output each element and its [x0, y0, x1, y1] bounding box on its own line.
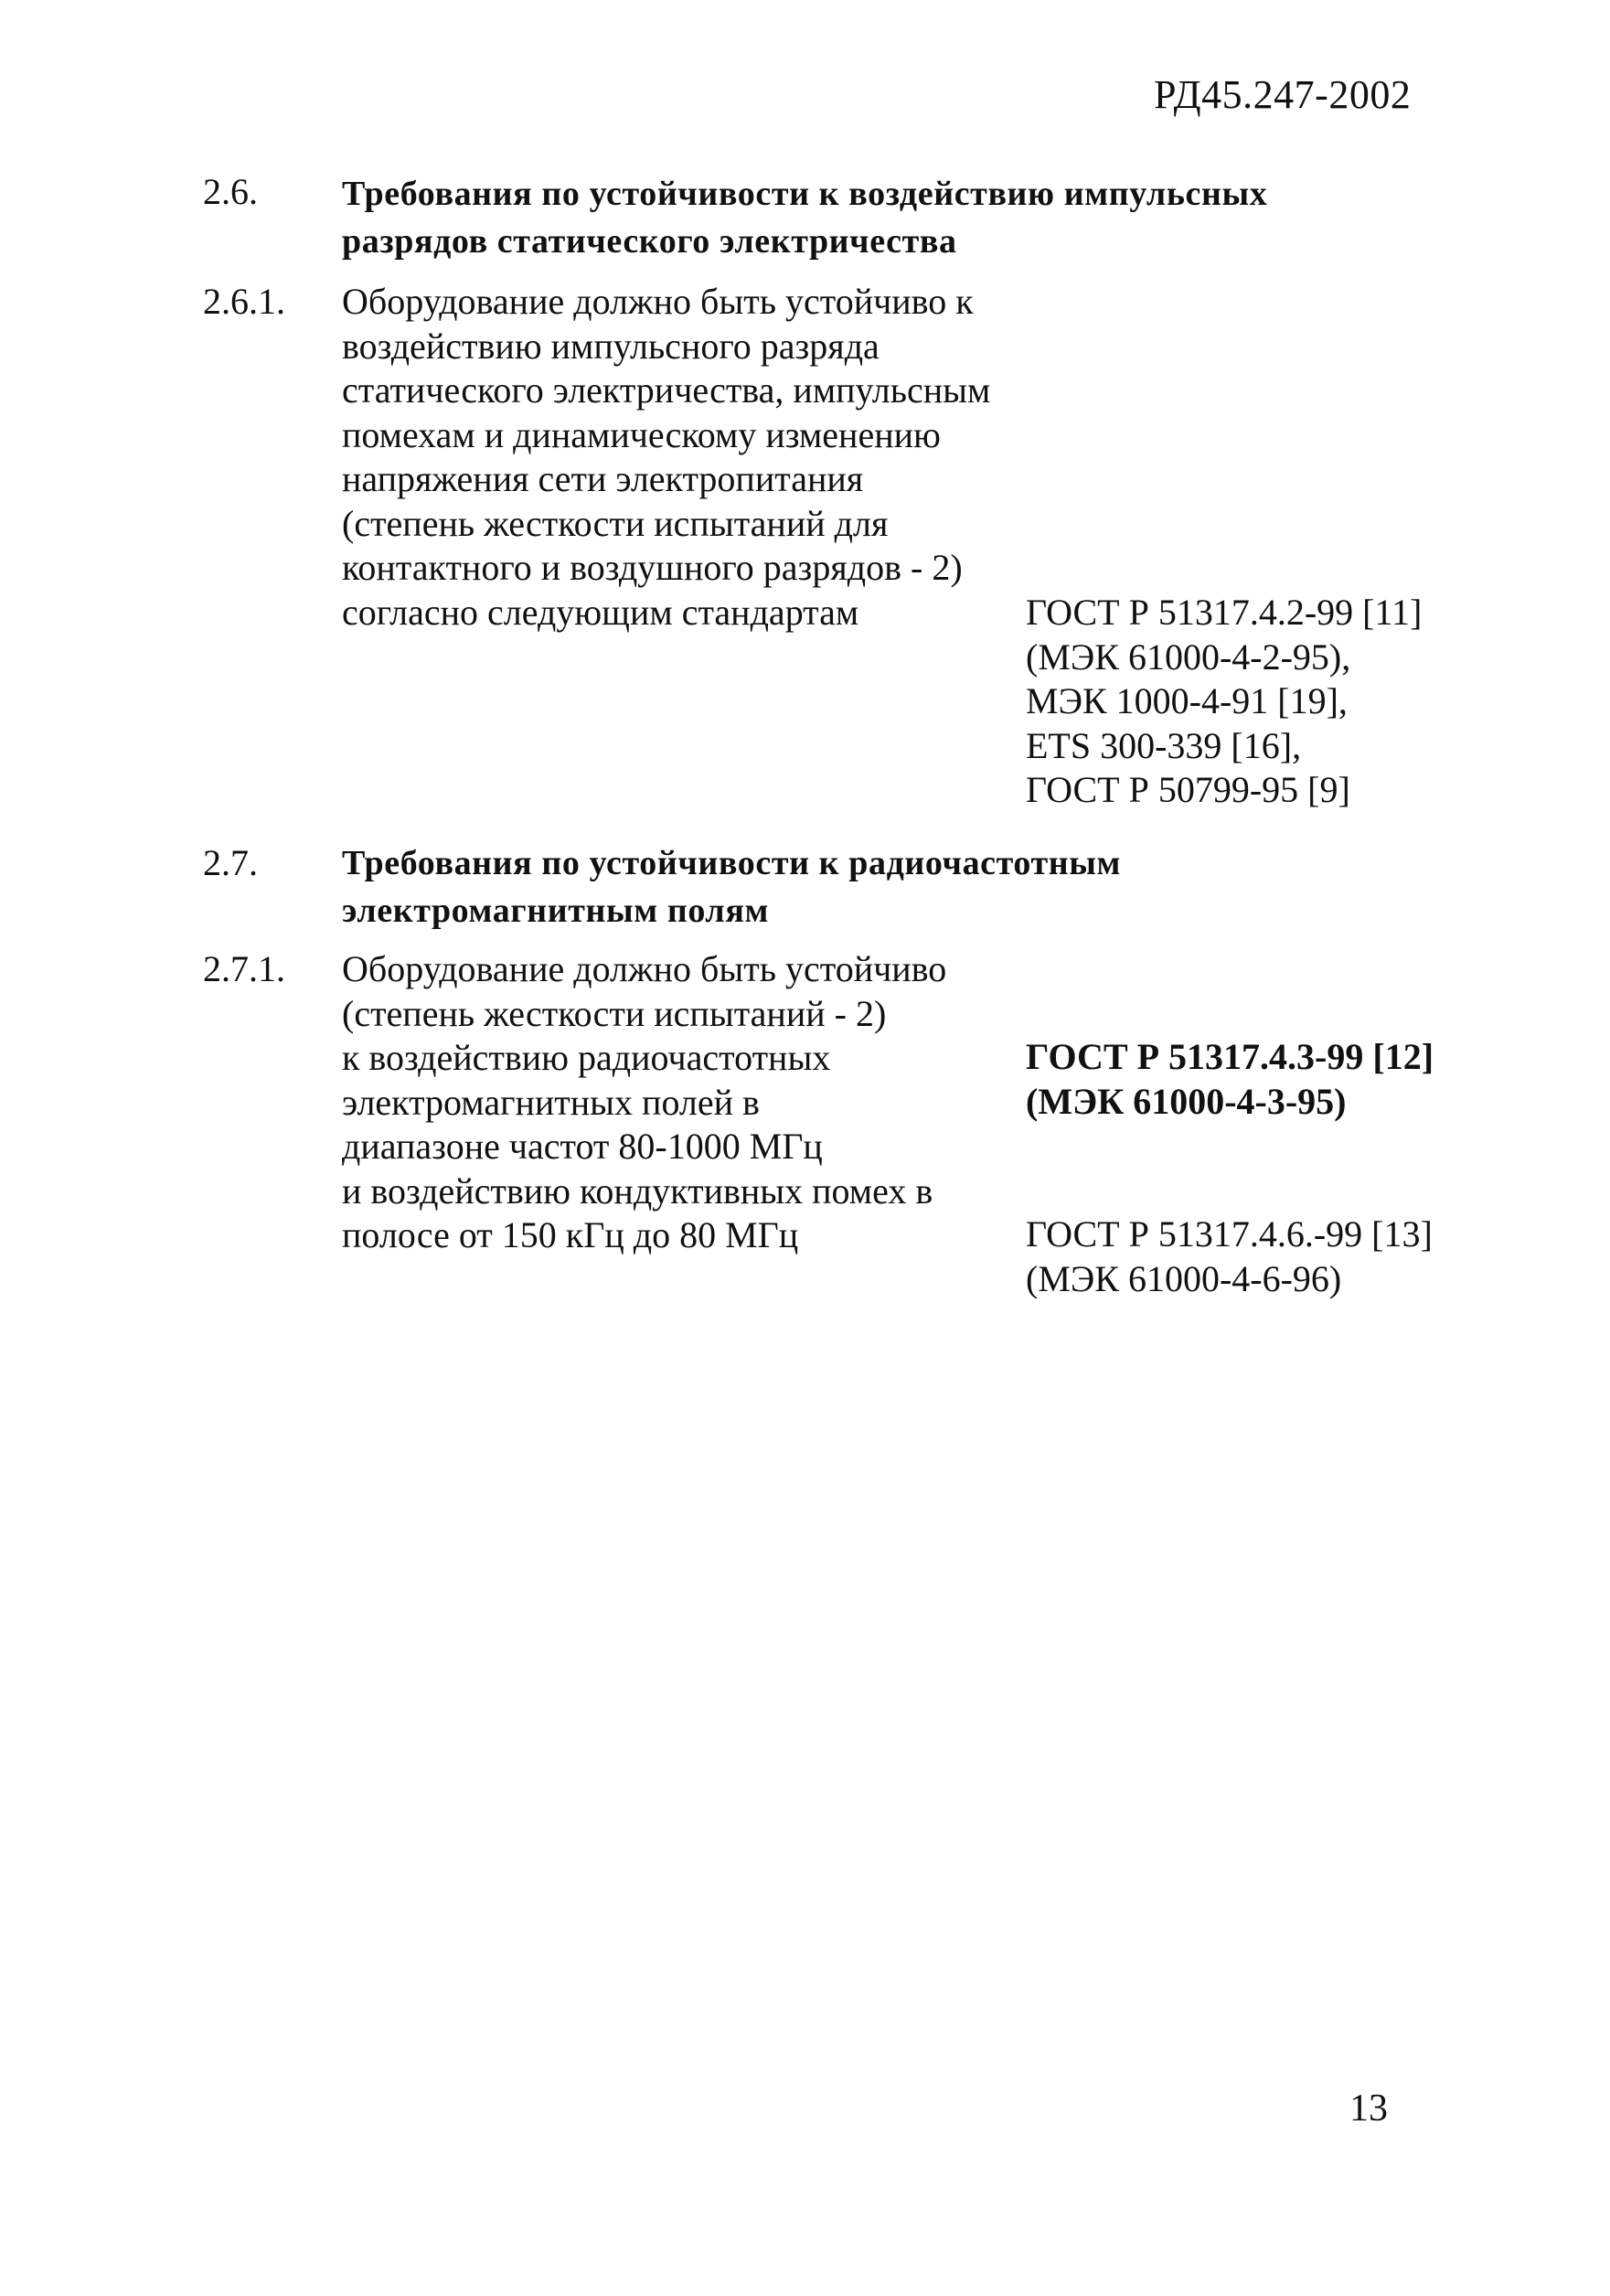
- text-line: Оборудование должно быть устойчиво к: [342, 281, 974, 322]
- reference-line: ГОСТ Р 51317.4.2-99 [11]: [1026, 592, 1423, 633]
- section-text-2-7-1: [342, 947, 1000, 1258]
- text-line: статического электричества, импульсным: [342, 369, 991, 411]
- reference-line: (МЭК 61000-4-6-96): [1026, 1257, 1342, 1299]
- section-number-2-7: 2.7.: [203, 842, 258, 883]
- section-heading-2-7: [342, 839, 1439, 934]
- text-line: полосе от 150 кГц до 80 МГц: [342, 1214, 799, 1255]
- text-line: согласно следующим стандартам: [342, 591, 859, 633]
- standards-references-2-6-1: [1026, 591, 1501, 813]
- page-number: 13: [1349, 2088, 1388, 2130]
- section-number-2-7-1: 2.7.1.: [203, 948, 285, 989]
- text-line: напряжения сети электропитания: [342, 458, 864, 499]
- text-line: к воздействию радиочастотных: [342, 1037, 831, 1078]
- heading-line: Требования по устойчивости к воздействию импульсных: [342, 175, 1268, 213]
- heading-line: Требования по устойчивости к радиочастотным: [342, 844, 1122, 882]
- reference-line: ГОСТ Р 50799-95 [9]: [1026, 769, 1350, 810]
- document-code: РД45.247-2002: [1154, 72, 1412, 117]
- text-line: Оборудование должно быть устойчиво: [342, 948, 947, 989]
- text-line: диапазоне частот 80-1000 МГц: [342, 1126, 823, 1167]
- heading-line: разрядов статического электричества: [342, 222, 957, 261]
- text-line: (степень жесткости испытаний для: [342, 502, 889, 544]
- reference-line: ГОСТ Р 51317.4.3-99 [12]: [1026, 1036, 1434, 1077]
- reference-line: ГОСТ Р 51317.4.6.-99 [13]: [1026, 1213, 1433, 1255]
- text-line: электромагнитных полей в: [342, 1081, 760, 1123]
- standards-references-2-7-1-a: [1026, 1035, 1501, 1124]
- section-text-2-6-1: [342, 280, 1000, 635]
- reference-line: (МЭК 61000-4-2-95),: [1026, 635, 1351, 678]
- text-line: и воздействию кондуктивных помех в: [342, 1169, 933, 1212]
- section-heading-2-6: [342, 170, 1439, 265]
- heading-line: электромагнитным полям: [342, 892, 769, 930]
- standards-references-2-7-1-b: [1026, 1212, 1501, 1301]
- reference-line: (МЭК 61000-4-3-95): [1026, 1080, 1347, 1122]
- text-line: контактного и воздушного разрядов - 2): [342, 547, 963, 588]
- reference-line: ETS 300-339 [16],: [1026, 724, 1302, 766]
- reference-line: МЭК 1000-4-91 [19],: [1026, 680, 1348, 721]
- text-line: помехам и динамическому изменению: [342, 413, 941, 455]
- text-line: воздействию импульсного разряда: [342, 325, 880, 367]
- section-number-2-6: 2.6.: [203, 171, 258, 212]
- section-number-2-6-1: 2.6.1.: [203, 281, 285, 322]
- text-line: (степень жесткости испытаний - 2): [342, 992, 887, 1034]
